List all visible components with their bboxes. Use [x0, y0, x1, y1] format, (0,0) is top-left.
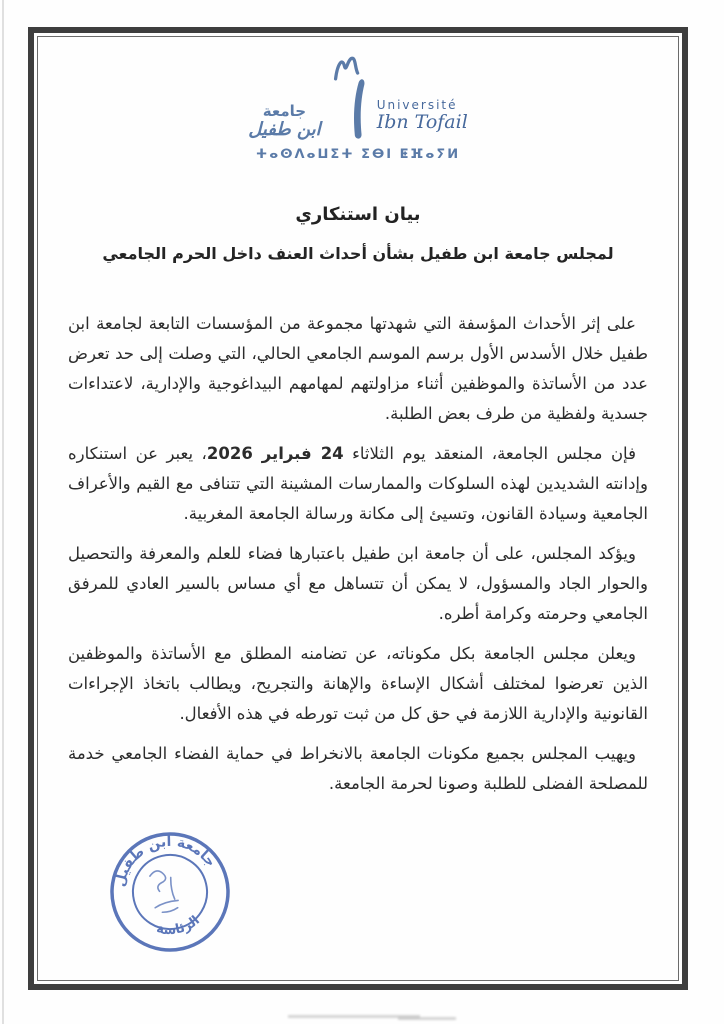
- logo-arabic-word-ibn-tofail: ابن طفيل: [248, 119, 321, 141]
- paragraph-2-lead: فإن مجلس الجامعة، المنعقد يوم الثلاثاء: [343, 444, 636, 464]
- paragraph-3: ويؤكد المجلس، على أن جامعة ابن طفيل باعتبارها فضاء للعلم والمعرفة والتحصيل والحوار الجاد والمسؤول، لا يمكن أن تتساهل مع أي مساس بالسير العادي للمرفق الجامعي وحرمته وكرامة أطره.: [68, 544, 648, 624]
- stamp-center-emblem-icon: [147, 868, 180, 915]
- calligraphic-alef-icon: [326, 53, 372, 143]
- paragraph-2: [68, 439, 648, 529]
- university-logo: [68, 53, 648, 162]
- meeting-date: 24 فبراير 2026: [206, 444, 344, 464]
- paragraph-5: ويهيب المجلس بجميع مكونات الجامعة بالانخراط في حماية الفضاء الجامعي خدمة للمصلحة الفضلى للطلبة وصونا لحرمة الجامعة.: [68, 744, 648, 794]
- statement-title: بيان استنكاري: [295, 204, 421, 225]
- logo-french-name: [377, 99, 468, 133]
- paragraph-2-rest: ، يعبر عن استنكاره وإدانته الشديدين لهذه السلوكات والممارسات المشينة التي تتنافى مع القيم والأعراف الجامعية وسيادة القانون، وتسيئ إلى مكانة ورسالة الجامعة المغربية.: [68, 444, 648, 524]
- logo-arabic-name: [248, 103, 320, 141]
- statement-subtitle: لمجلس جامعة ابن طفيل بشأن أحداث العنف داخل الحرم الجامعي: [102, 244, 614, 263]
- paragraph-1: على إثر الأحداث المؤسفة التي شهدتها مجموعة من المؤسسات التابعة لجامعة ابن طفيل خلال الأسدس الأول برسم الموسم الجامعي الحالي، التي وصلت إلى حد تعرض عدد من الأساتذة والموظفين أثناء مزاولتهم لمهامهم البيداغوجية والإدارية، لاعتداءات جسدية ولفظية من طرف بعض الطلبة.: [68, 314, 648, 424]
- logo-tifinagh-line: ⵜⴰⵙⴷⴰⵡⵉⵜ ⵉⴱⵏ ⵟⴼⴰⵢⵍ: [255, 147, 461, 162]
- logo-arabic-word-university: جامعة: [262, 102, 307, 121]
- scan-paper-edge: [2, 0, 4, 1024]
- stamp-ring-text-top: جامعة ابن طفيل: [112, 833, 219, 889]
- statement-body: [68, 309, 648, 799]
- scan-smudge: [398, 1017, 456, 1020]
- logo-french-word-ibn-tofail: Ibn Tofail: [376, 111, 468, 134]
- logo-french-word-universite: Université: [376, 97, 458, 112]
- stamp-ring-text-bottom: الرئاسة: [154, 913, 203, 938]
- paragraph-4: ويعلن مجلس الجامعة بكل مكوناته، عن تضامنه المطلق مع الأساتذة والموظفين الذين تعرضوا لمختلف أشكال الإساءة والإهانة والتجريح، ويطالب باتخاذ الإجراءات القانونية والإدارية اللازمة في حق كل من ثبت تورطه في هذه الأفعال.: [68, 644, 648, 724]
